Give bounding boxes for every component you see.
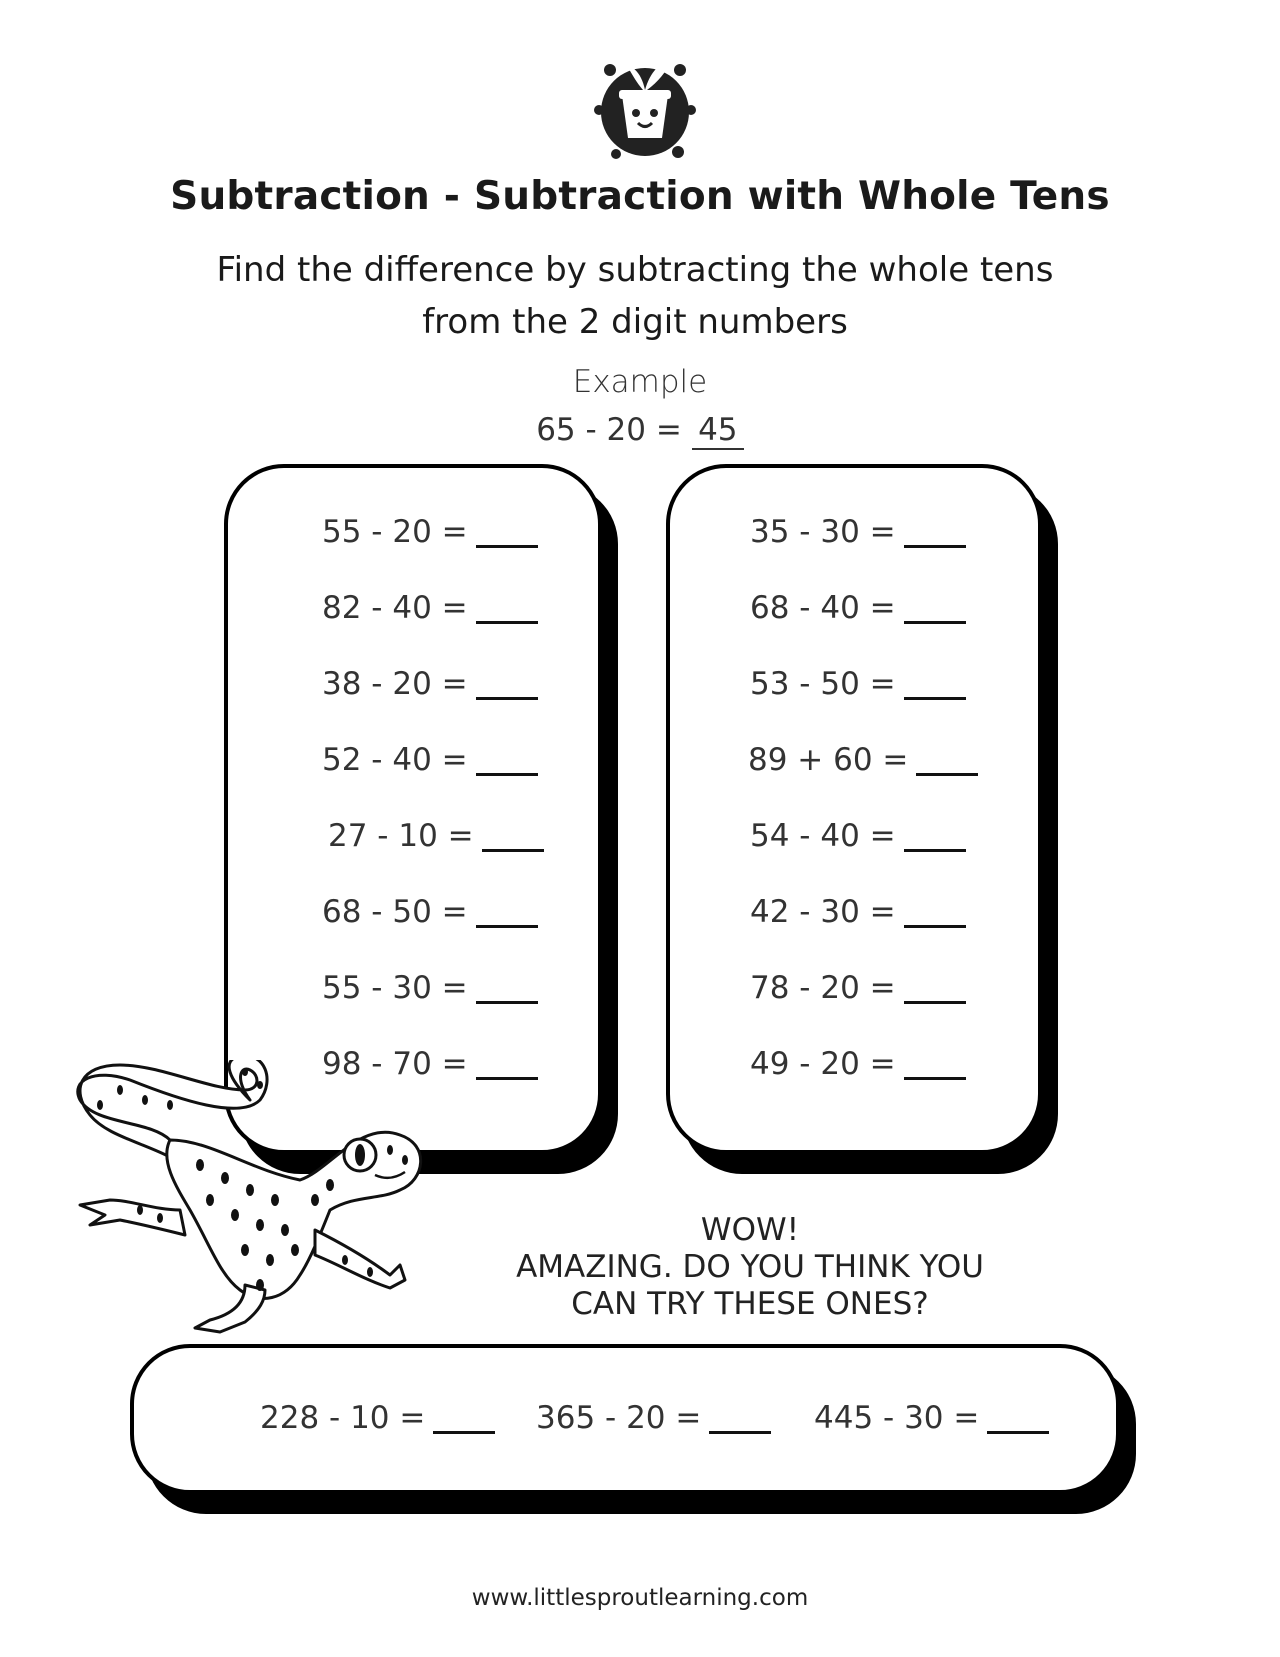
challenge-panel <box>130 1344 1120 1494</box>
answer-blank[interactable] <box>904 544 966 548</box>
problem-row <box>750 514 966 550</box>
problem-row <box>750 1046 966 1082</box>
amazing-line: AMAZING. DO YOU THINK YOU <box>516 1249 984 1285</box>
problem-row <box>328 818 544 854</box>
website-link[interactable]: www.littlesproutlearning.com <box>471 1585 809 1611</box>
problem-text: 228 - 10 = <box>260 1400 426 1436</box>
answer-blank[interactable] <box>482 848 544 852</box>
problem-text: 53 - 50 = <box>750 666 896 702</box>
problem-row <box>748 742 978 778</box>
problem-text: 365 - 20 = <box>536 1400 702 1436</box>
answer-blank[interactable] <box>476 924 538 928</box>
example-answer: 45 <box>692 412 744 450</box>
page-title: Subtraction - Subtraction with Whole Tens <box>170 174 1110 219</box>
example-expression: 65 - 20 = <box>536 412 682 448</box>
try-line: CAN TRY THESE ONES? <box>571 1286 929 1322</box>
challenge-problem <box>260 1400 495 1436</box>
instructions <box>140 244 1130 348</box>
instruction-line-2: from the 2 digit numbers <box>422 302 848 342</box>
answer-blank[interactable] <box>916 772 978 776</box>
answer-blank[interactable] <box>476 696 538 700</box>
gecko-illustration-icon <box>60 1060 460 1350</box>
left-panel <box>224 464 602 1154</box>
answer-blank[interactable] <box>904 620 966 624</box>
answer-blank[interactable] <box>476 620 538 624</box>
problem-text: 55 - 20 = <box>322 514 468 550</box>
answer-blank[interactable] <box>987 1430 1049 1434</box>
problem-text: 38 - 20 = <box>322 666 468 702</box>
encouragement-text <box>480 1212 1020 1323</box>
answer-blank[interactable] <box>904 696 966 700</box>
problem-text: 54 - 40 = <box>750 818 896 854</box>
problem-row <box>322 590 538 626</box>
answer-blank[interactable] <box>709 1430 771 1434</box>
wow-line: WOW! <box>700 1212 800 1248</box>
problem-text: 78 - 20 = <box>750 970 896 1006</box>
problem-row <box>322 742 538 778</box>
problem-text: 82 - 40 = <box>322 590 468 626</box>
problem-row <box>750 818 966 854</box>
problem-text: 98 - 70 = <box>322 1046 468 1082</box>
problem-row <box>322 970 538 1006</box>
problem-row <box>322 514 538 550</box>
problem-row <box>322 894 538 930</box>
problem-text: 42 - 30 = <box>750 894 896 930</box>
answer-blank[interactable] <box>476 1000 538 1004</box>
instruction-line-1: Find the difference by subtracting the whole tens <box>216 250 1054 290</box>
problem-text: 52 - 40 = <box>322 742 468 778</box>
problem-row <box>750 590 966 626</box>
challenge-problem <box>814 1400 1049 1436</box>
answer-blank[interactable] <box>904 848 966 852</box>
answer-blank[interactable] <box>904 1076 966 1080</box>
answer-blank[interactable] <box>904 1000 966 1004</box>
problem-text: 68 - 40 = <box>750 590 896 626</box>
problem-text: 49 - 20 = <box>750 1046 896 1082</box>
sprout-logo-icon <box>570 40 720 170</box>
example-label: Example <box>572 364 708 400</box>
example-problem <box>0 412 1280 450</box>
problem-text: 27 - 10 = <box>328 818 474 854</box>
problem-row <box>750 970 966 1006</box>
problem-text: 35 - 30 = <box>750 514 896 550</box>
problem-row <box>750 666 966 702</box>
problem-text: 68 - 50 = <box>322 894 468 930</box>
problem-text: 55 - 30 = <box>322 970 468 1006</box>
answer-blank[interactable] <box>476 772 538 776</box>
problem-row <box>750 894 966 930</box>
problem-text: 89 + 60 = <box>748 742 909 778</box>
right-panel <box>666 464 1042 1154</box>
challenge-problem <box>536 1400 771 1436</box>
problem-row <box>322 666 538 702</box>
answer-blank[interactable] <box>476 1076 538 1080</box>
answer-blank[interactable] <box>476 544 538 548</box>
answer-blank[interactable] <box>433 1430 495 1434</box>
problem-text: 445 - 30 = <box>814 1400 980 1436</box>
answer-blank[interactable] <box>904 924 966 928</box>
